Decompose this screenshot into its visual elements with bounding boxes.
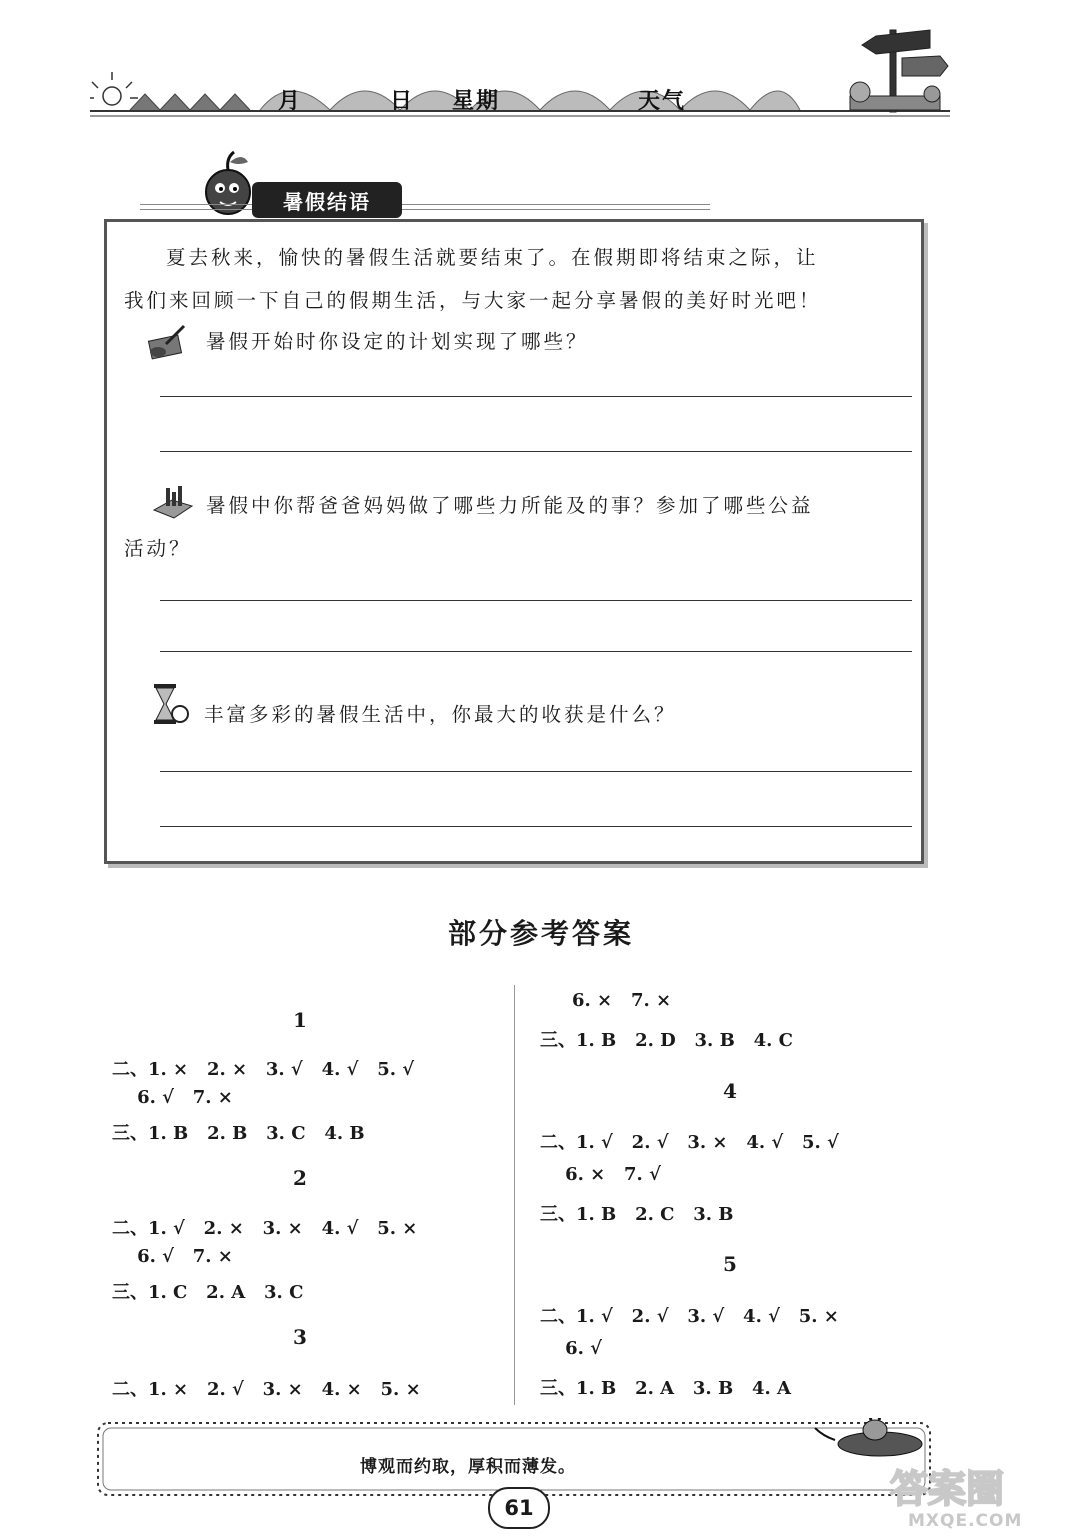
watermark-logo — [880, 1460, 1070, 1532]
answer-line: 6. × 7. × — [572, 990, 672, 1011]
section-title: 暑假结语 — [252, 182, 402, 218]
column-divider — [514, 985, 515, 1405]
answer-line: 三、1. B 2. D 3. B 4. C — [540, 1030, 793, 1051]
answer-line: 三、1. B 2. C 3. B — [540, 1204, 734, 1225]
answer-line: 三、1. C 2. A 3. C — [112, 1282, 304, 1303]
sun-icon — [90, 72, 138, 105]
day-label: 日 — [390, 89, 415, 114]
answer-line: 6. √ 7. × — [112, 1087, 233, 1108]
header-decoration — [90, 10, 950, 120]
weather-label: 天气 — [638, 89, 687, 114]
answer-line: 6. √ — [540, 1338, 602, 1359]
answer-line: 三、1. B 2. B 3. C 4. B — [112, 1123, 365, 1144]
month-label: 月 — [278, 89, 303, 114]
signpost-icon — [850, 30, 948, 112]
answer-line-3a — [160, 771, 912, 772]
answer-line-1a — [160, 396, 912, 397]
answer-group-heading: 4 — [723, 1079, 737, 1103]
answer-line: 二、1. × 2. × 3. √ 4. √ 5. √ — [112, 1059, 415, 1080]
answer-line: 三、1. B 2. A 3. B 4. A — [540, 1378, 791, 1399]
intro-line-2: 我们来回顾一下自己的假期生活，与大家一起分享暑假的美好时光吧！ — [124, 289, 822, 312]
page-number: 61 — [504, 1496, 534, 1520]
question-3: 丰富多彩的暑假生活中，你最大的收获是什么？ — [204, 703, 677, 726]
intro-line-1: 夏去秋来，愉快的暑假生活就要结束了。在假期即将结束之际，让 — [166, 246, 819, 269]
answer-line-2b — [160, 651, 912, 652]
answer-line-1b — [160, 451, 912, 452]
chart-tools-icon — [150, 484, 194, 520]
question-2-line-2: 活动？ — [124, 537, 192, 560]
pen-book-icon — [146, 324, 190, 360]
mountains-shape — [130, 94, 250, 110]
answers-title: 部分参考答案 — [447, 917, 634, 950]
hourglass-icon — [148, 682, 192, 726]
answer-group-heading: 3 — [293, 1325, 307, 1349]
footer-motto: 博观而约取，厚积而薄发。 — [360, 1457, 576, 1477]
answer-line: 6. √ 7. × — [112, 1246, 233, 1267]
answer-line: 二、1. √ 2. √ 3. √ 4. √ 5. × — [540, 1306, 839, 1327]
answer-group-heading: 5 — [723, 1252, 737, 1276]
answer-line: 6. × 7. √ — [540, 1164, 661, 1185]
question-2-line-1: 暑假中你帮爸爸妈妈做了哪些力所能及的事？参加了哪些公益 — [206, 494, 814, 517]
answer-line: 二、1. √ 2. √ 3. × 4. √ 5. √ — [540, 1132, 839, 1153]
section-title-rule — [140, 204, 710, 210]
page-number-badge — [488, 1487, 550, 1529]
question-1: 暑假开始时你设定的计划实现了哪些？ — [206, 330, 589, 353]
answer-line: 二、1. × 2. √ 3. × 4. × 5. × — [112, 1379, 421, 1400]
answer-line: 二、1. √ 2. × 3. × 4. √ 5. × — [112, 1218, 418, 1239]
answer-line-2a — [160, 600, 912, 601]
answer-line-3b — [160, 826, 912, 827]
answer-group-heading: 2 — [293, 1166, 307, 1190]
answer-group-heading: 1 — [293, 1008, 307, 1032]
page-header — [90, 10, 950, 120]
watermark-url: MXQE.COM — [908, 1511, 1023, 1531]
weekday-label: 星期 — [452, 89, 501, 114]
watermark-brand: 答案圈 — [890, 1467, 1005, 1511]
